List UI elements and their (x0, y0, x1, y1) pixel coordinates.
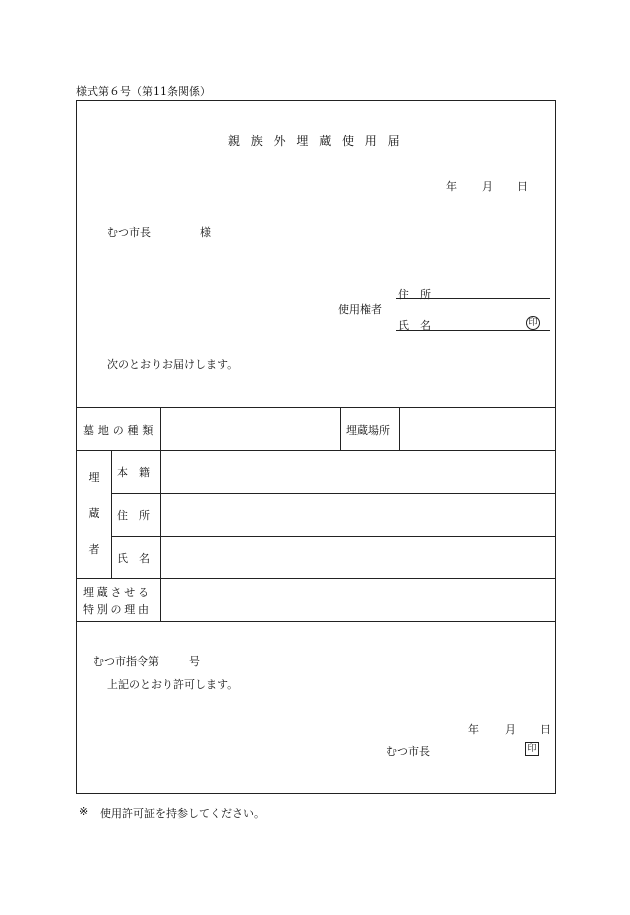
table-row-border (111, 493, 556, 494)
approval-mayor: むつ市長 (386, 745, 430, 758)
date-month: 月 (482, 180, 493, 193)
approval-text: 上記のとおり許可します。 (107, 678, 239, 691)
table-col-border (111, 450, 112, 578)
addressee-name: むつ市長 (107, 226, 151, 239)
domicile-label: 本 籍 (117, 466, 150, 479)
footnote-mark: ※ (79, 805, 89, 818)
table-col-border (399, 407, 400, 450)
addressee-honorific: 様 (200, 226, 211, 239)
buried-name-label: 氏 名 (117, 552, 150, 565)
buried-person-label-2: 蔵 (88, 507, 100, 520)
reason-label-line2: 特別の理由 (83, 603, 152, 616)
table-row-border (76, 578, 556, 579)
table-bottom-border (76, 621, 556, 622)
burial-place-label: 埋蔵場所 (346, 424, 390, 437)
approval-date-year: 年 (468, 723, 479, 736)
table-col-border (340, 407, 341, 450)
reason-label-line1: 埋蔵させる (83, 586, 152, 599)
table-col-border (160, 407, 161, 621)
date-day: 日 (517, 180, 528, 193)
table-top-border (76, 407, 556, 408)
applicant-label: 使用権者 (338, 303, 382, 316)
applicant-name-line (396, 330, 550, 331)
form-title: 親族外埋蔵使用届 (228, 134, 411, 148)
form-number: 様式第６号（第11条関係） (76, 85, 211, 98)
applicant-seal-icon: 印 (526, 316, 540, 330)
applicant-address-line (396, 298, 550, 299)
footnote-text: 使用許可証を持参してください。 (100, 807, 265, 820)
date-year: 年 (446, 180, 457, 193)
approval-date-day: 日 (540, 723, 551, 736)
approval-date-month: 月 (505, 723, 516, 736)
notice-text: 次のとおりお届けします。 (107, 358, 239, 371)
buried-address-label: 住 所 (117, 509, 150, 522)
table-row-border (76, 450, 556, 451)
table-row-border (111, 536, 556, 537)
applicant-name-label: 氏 名 (398, 319, 431, 332)
approval-order-prefix: むつ市指令第 (93, 655, 159, 668)
approval-seal-icon: 印 (525, 742, 539, 756)
grave-type-label: 墓地の種類 (83, 424, 158, 437)
buried-person-label-3: 者 (88, 543, 100, 556)
buried-person-label-1: 埋 (88, 471, 100, 484)
applicant-address-label: 住 所 (398, 288, 431, 301)
approval-order-suffix: 号 (189, 655, 200, 668)
